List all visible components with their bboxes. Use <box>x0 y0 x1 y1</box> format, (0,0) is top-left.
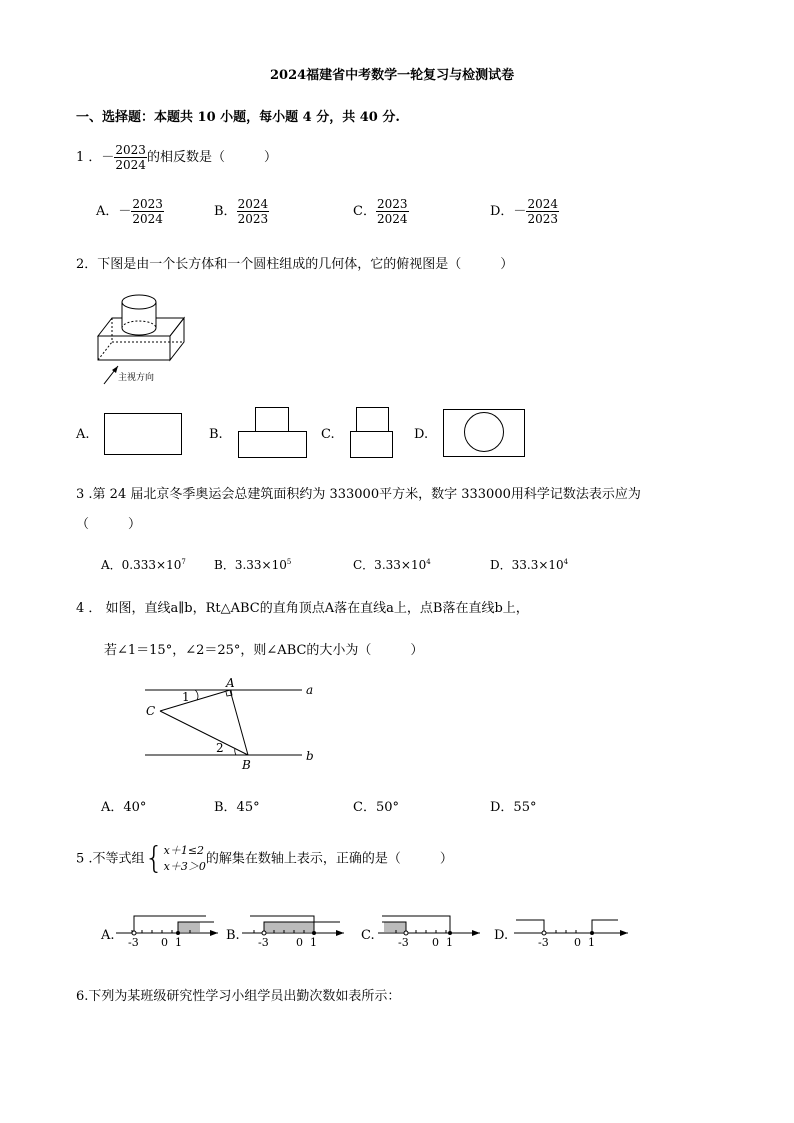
q5-system: x＋1≤2 x＋3＞0 <box>163 844 206 873</box>
q2-view-direction-label: 主视方向 <box>118 373 155 383</box>
q2-option-b-shape-top <box>255 407 289 433</box>
q3-blank: （ ） <box>76 517 142 532</box>
q2-option-d-circle <box>464 412 504 452</box>
q5-option-a-label[interactable]: A. <box>101 928 115 943</box>
page-title: 2024福建省中考数学一轮复习与检测试卷 <box>270 68 515 83</box>
q5-a-tick-0: 0 <box>161 936 168 949</box>
q2-option-b-label[interactable]: B. <box>209 427 223 442</box>
q5-option-a-numberline <box>114 912 222 952</box>
q1-prefix: 1 ．－ <box>76 150 115 165</box>
q2-option-a-label[interactable]: A. <box>76 427 90 442</box>
q3-option-a[interactable]: A．$0.333\times 10^7$ <box>101 558 186 572</box>
q5-option-d-label[interactable]: D. <box>494 928 509 943</box>
q5-d-tick-neg3: -3 <box>538 936 549 949</box>
q4-figure <box>140 674 330 774</box>
q2-option-b-shape-bottom <box>238 431 307 458</box>
q5-c-tick-neg3: -3 <box>398 936 409 949</box>
q5-option-b-label[interactable]: B. <box>226 928 240 943</box>
section-heading: 一、选择题：本题共 10 小题，每小题 4 分，共 40 分. <box>76 110 400 125</box>
question-4-line2: 若∠1＝15°，∠2＝25°，则∠ABC的大小为（ ） <box>104 643 424 658</box>
q5-a-tick-1: 1 <box>175 936 182 949</box>
question-3: 3 .第 24 届北京冬季奥运会总建筑面积约为 333000平方米，数字 333000用科学记数法表示应为 <box>76 487 641 502</box>
q1-fraction: $\frac{2023}{2024}$ <box>115 143 146 172</box>
q4-label-c-point: C <box>146 704 156 718</box>
q5-b-tick-0: 0 <box>296 936 303 949</box>
q5-prefix: 5 .不等式组 <box>76 851 145 867</box>
question-2: 2．下图是由一个长方体和一个圆柱组成的几何体，它的俯视图是（ ） <box>76 257 514 272</box>
q4-label-angle-1: 1 <box>182 690 190 704</box>
q1-suffix: 的相反数是（ ） <box>146 150 277 165</box>
q5-b-tick-neg3: -3 <box>258 936 269 949</box>
q4-option-a[interactable]: A．40° <box>101 800 147 815</box>
q1-option-c[interactable]: C． $\frac{2023}{2024}$ <box>353 197 408 226</box>
question-6: 6.下列为某班级研究性学习小组学员出勤次数如表所示： <box>76 989 401 1004</box>
q4-option-d[interactable]: D．55° <box>490 800 537 815</box>
q5-c-tick-1: 1 <box>446 936 453 949</box>
q5-c-tick-0: 0 <box>432 936 439 949</box>
q5-a-tick-neg3: -3 <box>128 936 139 949</box>
q4-label-b-point: B <box>242 758 251 772</box>
q1-option-b[interactable]: B． $\frac{2024}{2023}$ <box>214 197 269 226</box>
question-1 <box>76 143 277 172</box>
q2-option-c-shape-bottom <box>350 431 393 458</box>
q3-option-d[interactable]: D．$33.3\times 10^4$ <box>490 558 569 572</box>
q3-option-b[interactable]: B．$3.33\times 10^5$ <box>214 558 292 572</box>
q4-label-a-point: A <box>226 676 235 690</box>
q4-option-c[interactable]: C．50° <box>353 800 399 815</box>
question-5 <box>76 843 453 875</box>
q5-d-tick-1: 1 <box>588 936 595 949</box>
q5-suffix: 的解集在数轴上表示，正确的是（ ） <box>205 851 453 867</box>
q2-option-c-label[interactable]: C. <box>321 427 335 442</box>
q4-label-line-b: b <box>306 749 314 763</box>
q5-d-tick-0: 0 <box>574 936 581 949</box>
q5-option-b-numberline <box>240 912 348 952</box>
q5-option-c-label[interactable]: C. <box>361 928 375 943</box>
q5-option-c-numberline <box>376 912 484 952</box>
q5-brace: { <box>144 841 164 876</box>
q2-option-d-label[interactable]: D. <box>414 427 429 442</box>
q4-option-b[interactable]: B．45° <box>214 800 260 815</box>
q2-option-c-shape-top <box>356 407 389 433</box>
q3-option-c[interactable]: C．$3.33\times 10^4$ <box>353 558 431 572</box>
q5-option-d-numberline <box>512 912 632 952</box>
q2-option-a-shape <box>104 413 182 455</box>
q4-label-line-a: a <box>306 683 314 697</box>
question-4: 4 ． 如图，直线a∥b，Rt△ABC的直角顶点A落在直线a上，点B落在直线b上， <box>76 601 529 616</box>
q4-label-angle-2: 2 <box>216 741 224 755</box>
q1-option-a[interactable]: A．－ $\frac{2023}{2024}$ <box>96 197 163 226</box>
q5-b-tick-1: 1 <box>310 936 317 949</box>
q1-option-d[interactable]: D．－ $\frac{2024}{2023}$ <box>490 197 558 226</box>
